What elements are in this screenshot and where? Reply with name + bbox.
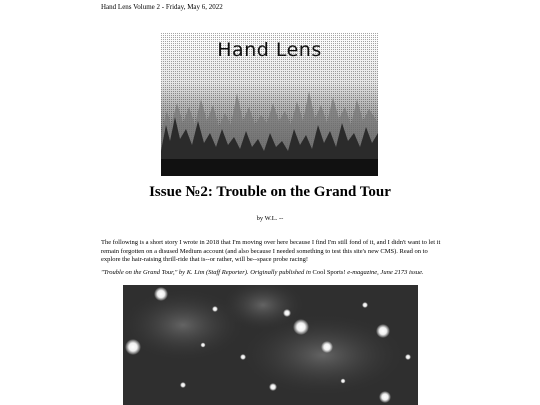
citation-publication: Cool Sports! (312, 269, 346, 276)
starfield-image (123, 285, 418, 405)
article-byline: by W.L. -- (256, 215, 284, 222)
article-citation (101, 269, 446, 278)
page-header-line: Hand Lens Volume 2 - Friday, May 6, 2022 (101, 3, 223, 11)
article-title: Issue №2: Trouble on the Grand Tour (149, 184, 391, 200)
article-intro: The following is a short story I wrote in 2018 that I'm moving over here because I find I'm still fond of it, and I didn't want to let it remain forgotten on a disused Medium account (and also because I needed something to test this site's new CMS). Read on to explore the hair-raising thrill-ride that is--or rather, will be--space probe racing! (101, 239, 441, 263)
banner-image (161, 33, 378, 176)
banner-title: Hand Lens (217, 39, 322, 61)
starfield-graphic (123, 285, 418, 405)
citation-issue: e-magazine, June 2173 issue. (345, 269, 424, 276)
citation-text: "Trouble on the Grand Tour," by K. Lim (Staff Reporter). Originally published in (101, 269, 313, 276)
